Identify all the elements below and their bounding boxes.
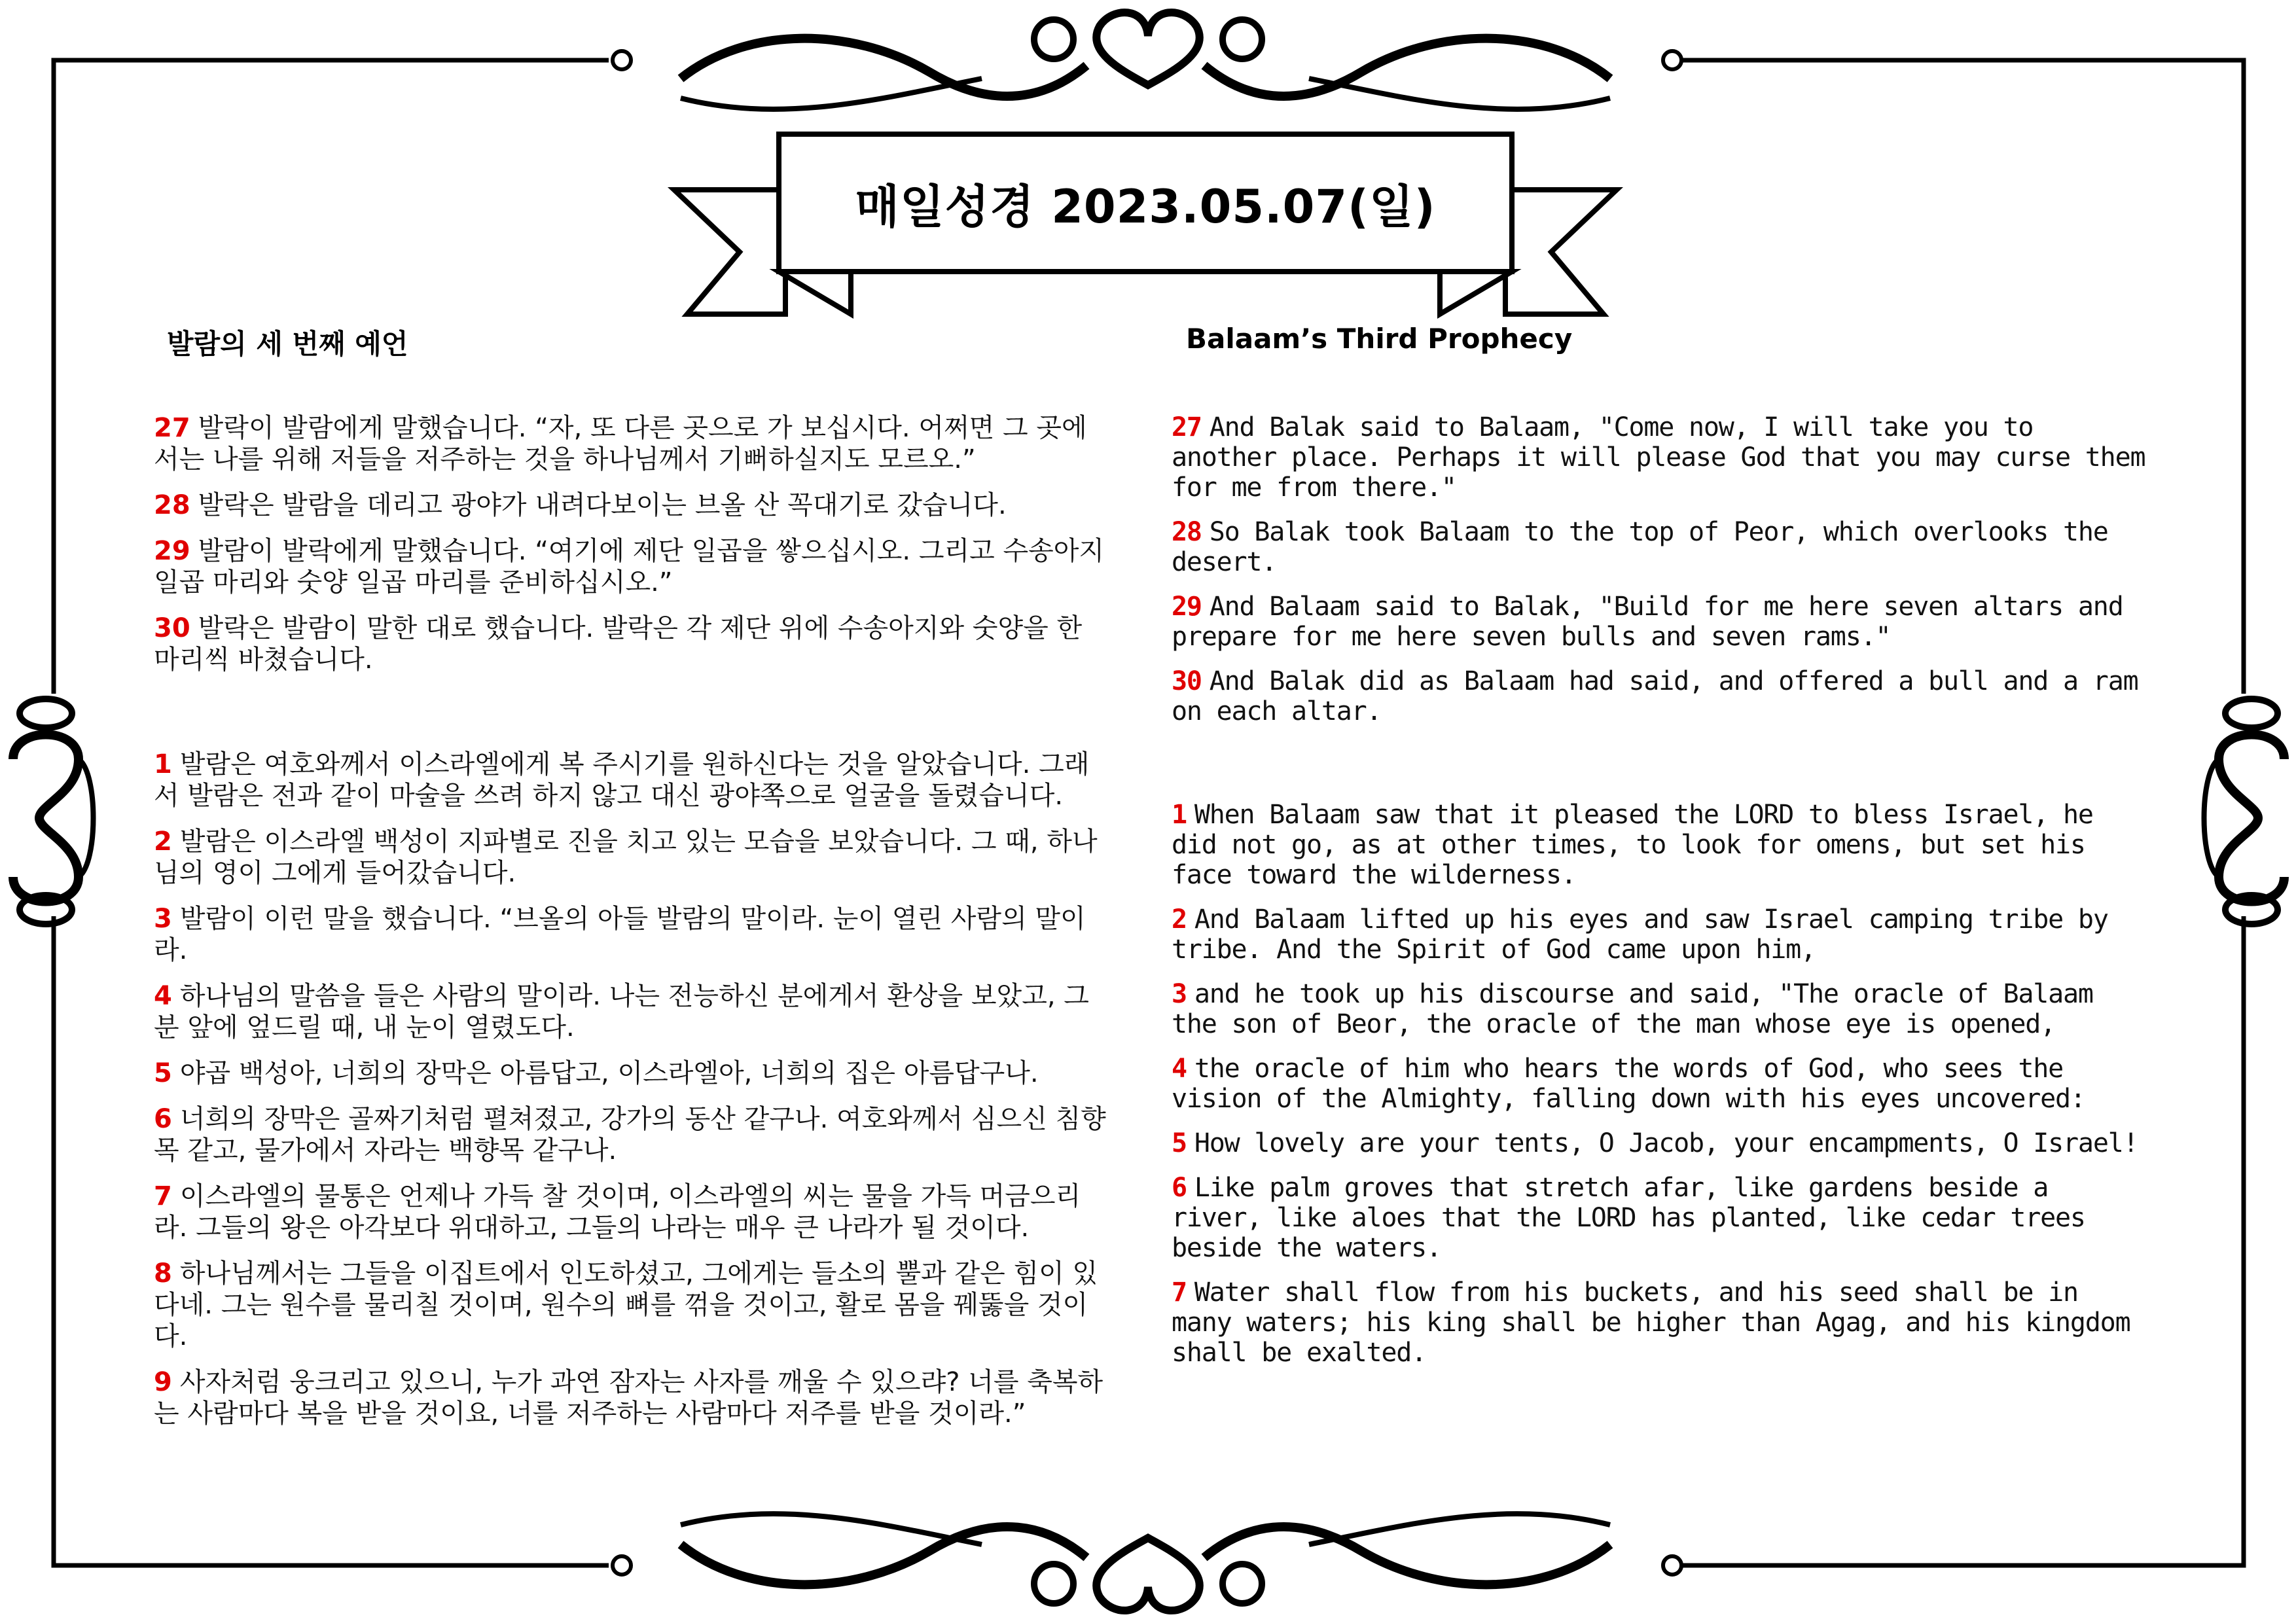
- verse: [1172, 800, 2147, 890]
- verse: [1172, 979, 2147, 1039]
- verse-text: Like palm groves that stretch afar, like gardens beside a river, like aloes that the LORD has planted, like cedar trees beside the waters.: [1172, 1173, 2085, 1263]
- verse-number: 7: [154, 1181, 172, 1211]
- verse-text: 하나님의 말씀을 들은 사람의 말이라. 나는 전능하신 분에게서 환상을 보았고, 그분 앞에 엎드릴 때, 내 눈이 열렸도다.: [154, 981, 1089, 1043]
- verse: [154, 1366, 1109, 1429]
- verse: [1172, 1173, 2147, 1263]
- verse-number: 9: [154, 1367, 172, 1397]
- verse-number: 5: [1172, 1128, 1187, 1158]
- verse-text: 하나님께서는 그들을 이집트에서 인도하셨고, 그에게는 들소의 뿔과 같은 힘이 있다네. 그는 원수를 물리칠 것이며, 원수의 뼈를 꺾을 것이고, 활로 몸을 꿰뚫을 것이다.: [154, 1258, 1098, 1351]
- verse: [154, 490, 1109, 521]
- verse: [154, 1258, 1109, 1352]
- verse-text: Water shall flow from his buckets, and his seed shall be in many waters; his king shall be higher than Agag, and his kingdom shall be exalted.: [1172, 1277, 2130, 1368]
- verse-number: 28: [154, 490, 190, 520]
- verse: [1172, 666, 2147, 726]
- verse-text: 발람은 여호와께서 이스라엘에게 복 주시기를 원하신다는 것을 알았습니다. 그래서 발람은 전과 같이 마술을 쓰려 하지 않고 대신 광야쪽으로 얼굴을 돌렸습니다.: [154, 749, 1090, 811]
- verse: [154, 1058, 1109, 1089]
- left-flourish: [13, 699, 94, 924]
- verse-text: 발람이 발락에게 말했습니다. “여기에 제단 일곱을 쌓으십시오. 그리고 수송아지 일곱 마리와 숫양 일곱 마리를 준비하십시오.”: [154, 536, 1105, 597]
- verse-number: 30: [154, 613, 190, 643]
- verse: [154, 903, 1109, 966]
- verse-text: When Balaam saw that it pleased the LORD to bless Israel, he did not go, as at other times, to look for omens, but set his face toward the wilderness.: [1172, 800, 2093, 890]
- verse-number: 1: [1172, 800, 1187, 830]
- verse-text: 이스라엘의 물통은 언제나 가득 찰 것이며, 이스라엘의 씨는 물을 가득 머금으리라. 그들의 왕은 아각보다 위대하고, 그들의 나라는 매우 큰 나라가 될 것이다.: [154, 1181, 1081, 1243]
- verse: [154, 826, 1109, 889]
- paragraph-gap: [1172, 741, 2147, 800]
- verse-number: 4: [154, 981, 172, 1011]
- verse: [1172, 1054, 2147, 1114]
- verse-number: 29: [154, 536, 190, 566]
- verse-text: So Balak took Balaam to the top of Peor, which overlooks the desert.: [1172, 517, 2108, 577]
- korean-column: [154, 412, 1109, 1444]
- verse: [1172, 412, 2147, 503]
- english-section-title: Balaam’s Third Prophecy: [1186, 323, 1573, 355]
- verse-number: 2: [1172, 904, 1187, 935]
- page-title: 매일성경 2023.05.07(일): [855, 179, 1436, 234]
- verse-number: 3: [1172, 979, 1187, 1009]
- korean-section-title: 발람의 세 번째 예언: [167, 328, 408, 360]
- verse-text: 야곱 백성아, 너희의 장막은 아름답고, 이스라엘아, 너희의 집은 아름답구나.: [179, 1058, 1039, 1088]
- right-flourish: [2204, 699, 2285, 924]
- verse-text: How lovely are your tents, O Jacob, your encampments, O Israel!: [1194, 1128, 2138, 1158]
- verse: [154, 1103, 1109, 1166]
- verse-number: 5: [154, 1058, 172, 1088]
- verse-number: 29: [1172, 592, 1202, 622]
- verse: [154, 613, 1109, 675]
- verse-text: 너희의 장막은 골짜기처럼 펼쳐졌고, 강가의 동산 같구나. 여호와께서 심으신 침향목 같고, 물가에서 자라는 백향목 같구나.: [154, 1104, 1106, 1166]
- verse-text: 발람이 이런 말을 했습니다. “브올의 아들 발람의 말이라. 눈이 열린 사람의 말이라.: [154, 904, 1086, 965]
- verse-text: and he took up his discourse and said, "The oracle of Balaam the son of Beor, the oracle of the man whose eye is opened,: [1172, 979, 2093, 1039]
- verse-number: 7: [1172, 1277, 1187, 1308]
- verse-text: 발람은 이스라엘 백성이 지파별로 진을 치고 있는 모습을 보았습니다. 그 때, 하나님의 영이 그에게 들어갔습니다.: [154, 827, 1098, 888]
- verse-number: 4: [1172, 1054, 1187, 1084]
- verse: [154, 412, 1109, 475]
- english-column: [1172, 412, 2147, 1382]
- verse: [1172, 904, 2147, 965]
- paragraph-gap: [154, 690, 1109, 749]
- verse: [1172, 592, 2147, 652]
- verse-number: 8: [154, 1258, 172, 1289]
- verse-number: 1: [154, 749, 172, 779]
- verse: [1172, 1128, 2147, 1158]
- verse-text: And Balak said to Balaam, "Come now, I will take you to another place. Perhaps it will please God that you may curse them for me from there.": [1172, 412, 2145, 503]
- verse-number: 6: [1172, 1173, 1187, 1203]
- verse-number: 28: [1172, 517, 1202, 547]
- verse-text: 발락이 발람에게 말했습니다. “자, 또 다른 곳으로 가 보십시다. 어쩌면 그 곳에서는 나를 위해 저들을 저주하는 것을 하나님께서 기뻐하실지도 모르오.”: [154, 413, 1087, 474]
- verse-number: 27: [154, 413, 190, 443]
- verse-number: 30: [1172, 666, 1202, 696]
- verse-number: 6: [154, 1104, 172, 1134]
- verse: [1172, 517, 2147, 577]
- verse: [154, 535, 1109, 598]
- verse-number: 27: [1172, 412, 1202, 442]
- verse: [154, 1181, 1109, 1243]
- verse-text: 발락은 발람을 데리고 광야가 내려다보이는 브올 산 꼭대기로 갔습니다.: [198, 490, 1007, 520]
- verse: [1172, 1277, 2147, 1368]
- verse-text: the oracle of him who hears the words of God, who sees the vision of the Almighty, falling down with his eyes uncovered:: [1172, 1054, 2085, 1114]
- verse-text: And Balak did as Balaam had said, and offered a bull and a ram on each altar.: [1172, 666, 2138, 726]
- verse-text: And Balaam said to Balak, "Build for me here seven altars and prepare for me here seven bulls and seven rams.": [1172, 592, 2123, 652]
- top-flourish: [613, 12, 1681, 109]
- verse: [154, 749, 1109, 812]
- bottom-flourish: [613, 1514, 1681, 1611]
- verse-text: And Balaam lifted up his eyes and saw Israel camping tribe by tribe. And the Spirit of God came upon him,: [1172, 904, 2108, 965]
- verse-number: 3: [154, 904, 172, 934]
- verse-text: 발락은 발람이 말한 대로 했습니다. 발락은 각 제단 위에 수송아지와 숫양을 한 마리씩 바쳤습니다.: [154, 613, 1083, 675]
- verse-number: 2: [154, 827, 172, 857]
- verse: [154, 980, 1109, 1043]
- verse-text: 사자처럼 웅크리고 있으니, 누가 과연 잠자는 사자를 깨울 수 있으랴? 너를 축복하는 사람마다 복을 받을 것이요, 너를 저주하는 사람마다 저주를 받을 것이라.”: [154, 1367, 1103, 1429]
